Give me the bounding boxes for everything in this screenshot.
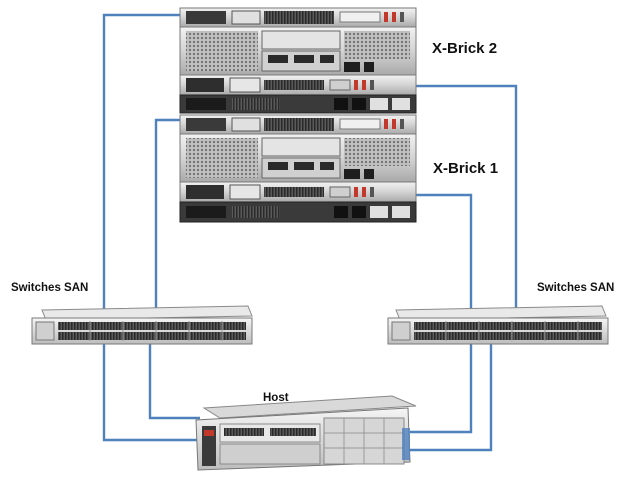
switch-left-label: Switches SAN — [11, 282, 89, 294]
xbrick-2-rack — [180, 8, 416, 113]
cable-switch-right-to-host-a — [410, 342, 471, 432]
host-server — [196, 396, 416, 470]
cable-switch-left-to-host-b — [150, 342, 200, 418]
cable-switch-left-to-host-a — [104, 342, 200, 440]
san-switch-left — [32, 306, 252, 344]
xbrick-1-label: X-Brick 1 — [433, 160, 499, 177]
host-label: Host — [263, 392, 289, 404]
san-switch-right — [388, 306, 608, 344]
cable-switch-right-to-host-b — [410, 342, 491, 450]
xbrick-2-label: X-Brick 2 — [432, 40, 498, 57]
xbrick-1-rack — [180, 115, 416, 222]
switch-right-label: Switches SAN — [537, 282, 615, 294]
